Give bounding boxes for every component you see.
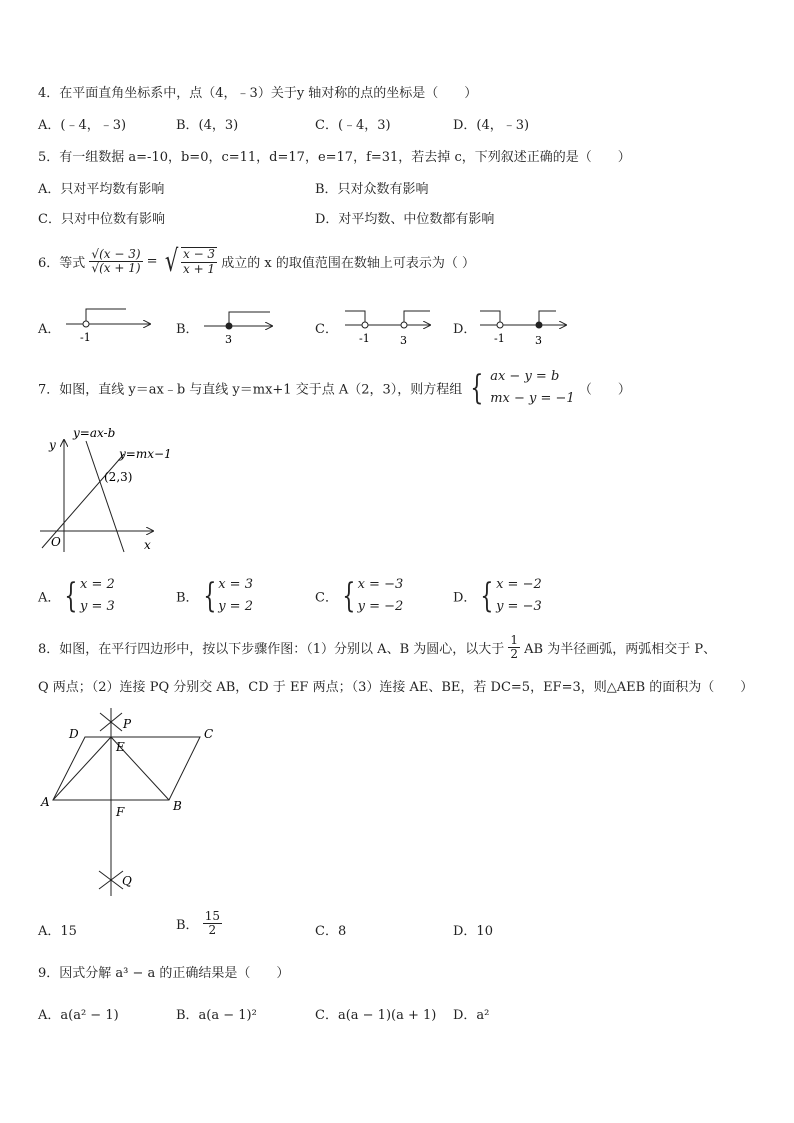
q8-label-q: Q xyxy=(122,874,132,888)
q8-segment-ae xyxy=(53,737,111,800)
q8-option-b-fraction xyxy=(203,910,222,937)
q6-label-d: D． xyxy=(453,322,477,337)
q7-d-r2: y = −3 xyxy=(496,599,542,614)
q8-label-f: F xyxy=(116,805,125,819)
q5-option-b: B．只对众数有影响 xyxy=(315,182,429,197)
q6-lhs-den: √(x + 1) xyxy=(91,261,141,275)
q7-stem-a: 7．如图，直线 y＝ax﹣b 与直线 y＝mx+1 交于点 A（2，3），则方程组 xyxy=(38,382,463,398)
q7-eq1: ax − y = b xyxy=(490,369,560,384)
q7-label-line1: y=ax-b xyxy=(73,426,116,440)
q7-b-r2: y = 2 xyxy=(218,599,253,614)
q8-option-b-label: B． xyxy=(176,918,199,934)
q8-parallelogram xyxy=(53,737,200,800)
q8-option-c: C．8 xyxy=(315,924,347,939)
q6-rhs-num: x − 3 xyxy=(182,247,216,262)
q6-d-tick-2: 3 xyxy=(535,334,542,347)
q7-c-r1: x = −3 xyxy=(357,577,404,592)
q7-eq2: mx − y = −1 xyxy=(490,391,575,406)
q8-stem-b: AB 为半径画弧，两弧相交于 P、 xyxy=(524,642,717,658)
q7-label-y: y xyxy=(49,438,56,452)
q7-option-b-label: B． xyxy=(176,590,199,606)
q6-rhs-den: x + 1 xyxy=(182,261,216,276)
q8-b-num: 15 xyxy=(204,909,220,923)
q6-stem: 6．等式 $\frac{√(x - 3)}{√(x + 1)}$ = √ $\frac{x - 3}{x + 1}$ 成立的 x 的取值范围在数轴上可表示为（ ） xyxy=(38,244,475,279)
q9-option-a: A．a(a² − 1) xyxy=(38,1008,119,1023)
q9-option-c: C．a(a − 1)(a + 1) xyxy=(315,1008,437,1023)
q6-label-b: B． xyxy=(176,322,199,337)
q6-lhs-num: √(x − 3) xyxy=(91,246,141,261)
q5-option-a: A．只对平均数有影响 xyxy=(38,182,165,197)
q4-option-d: D．(4，﹣3) xyxy=(453,118,530,133)
q6-suffix: 成立的 x 的取值范围在数轴上可表示为（ ） xyxy=(221,256,475,271)
q6-d-tick-1: -1 xyxy=(494,332,505,345)
q8-label-b: B xyxy=(173,799,182,813)
q6-b-tick: 3 xyxy=(225,333,232,346)
q5-option-d: D．对平均数、中位数都有影响 xyxy=(315,212,495,227)
q4-stem: 4．在平面直角坐标系中，点（4，﹣3）关于y 轴对称的点的坐标是（ ） xyxy=(38,86,478,101)
q8-label-p: P xyxy=(123,717,132,731)
q7-label-x: x xyxy=(144,538,151,552)
q8-option-a: A．15 xyxy=(38,924,77,939)
q4-option-a: A．(﹣4，﹣3) xyxy=(38,118,127,133)
q7-option-d: D． { x = −2 y = −3 xyxy=(453,576,542,616)
q6-a-tick: -1 xyxy=(80,331,91,344)
q7-d-r1: x = −2 xyxy=(496,577,542,592)
q8-label-d: D xyxy=(69,727,79,741)
q6-label-a: A． xyxy=(38,322,61,337)
q5-option-c: C．只对中位数有影响 xyxy=(38,212,165,227)
q9-option-d: D．a² xyxy=(453,1008,490,1023)
q9-stem: 9．因式分解 a³ − a 的正确结果是（ ） xyxy=(38,966,290,981)
q7-option-a-label: A． xyxy=(38,590,61,606)
q7-label-line2: y=mx−1 xyxy=(119,447,172,461)
q6-c-tick-2: 3 xyxy=(400,334,407,347)
q8-label-c: C xyxy=(204,727,214,741)
q7-option-b: B． { x = 3 y = 2 xyxy=(176,576,253,616)
q8-option-b xyxy=(176,910,222,937)
q8-option-d: D．10 xyxy=(453,924,493,939)
q7-option-d-label: D． xyxy=(453,590,477,606)
q7-stem-b: （ ） xyxy=(578,382,631,398)
q8-label-e: E xyxy=(116,740,125,754)
q7-c-r2: y = −2 xyxy=(357,599,404,614)
q6-label-c: C． xyxy=(315,322,338,337)
q7-label-point: (2,3) xyxy=(104,470,133,484)
q7-option-c: C． { x = −3 y = −2 xyxy=(315,576,404,616)
q7-a-r1: x = 2 xyxy=(80,577,115,592)
q8-frac-num: 1 xyxy=(510,633,519,647)
q7-stem: 7．如图，直线 y＝ax﹣b 与直线 y＝mx+1 交于点 A（2，3），则方程组 { ax − y = b mx − y = −1 （ ） xyxy=(38,368,631,408)
q7-option-a: A． { x = 2 y = 3 xyxy=(38,576,115,616)
q6-prefix: 6．等式 xyxy=(38,256,86,271)
q8-stem-c: Q 两点；（2）连接 PQ 分别交 AB，CD 于 EF 两点；（3）连接 AE、BE，若 DC=5，EF=3，则△AEB 的面积为（ ） xyxy=(38,680,754,695)
q4-option-c: C．(﹣4，3) xyxy=(315,118,391,133)
q8-label-a: A xyxy=(41,795,50,809)
q6-c-tick-1: -1 xyxy=(359,332,370,345)
q7-a-r2: y = 3 xyxy=(80,599,115,614)
q7-b-r1: x = 3 xyxy=(218,577,253,592)
q8-stem-a: 8．如图，在平行四边形中，按以下步骤作图：（1）分别以 A、B 为圆心，以大于 xyxy=(38,642,505,658)
q7-option-c-label: C． xyxy=(315,590,338,606)
q5-stem: 5．有一组数据 a=-10，b=0，c=11，d=17，e=17，f=31，若去掉 c，下列叙述正确的是（ ） xyxy=(38,150,631,165)
q7-label-origin: O xyxy=(51,535,61,549)
q8-b-den: 2 xyxy=(208,923,217,938)
q8-frac-den: 2 xyxy=(510,647,519,662)
q4-option-b: B．(4，3) xyxy=(176,118,239,133)
q9-option-b: B．a(a − 1)² xyxy=(176,1008,257,1023)
